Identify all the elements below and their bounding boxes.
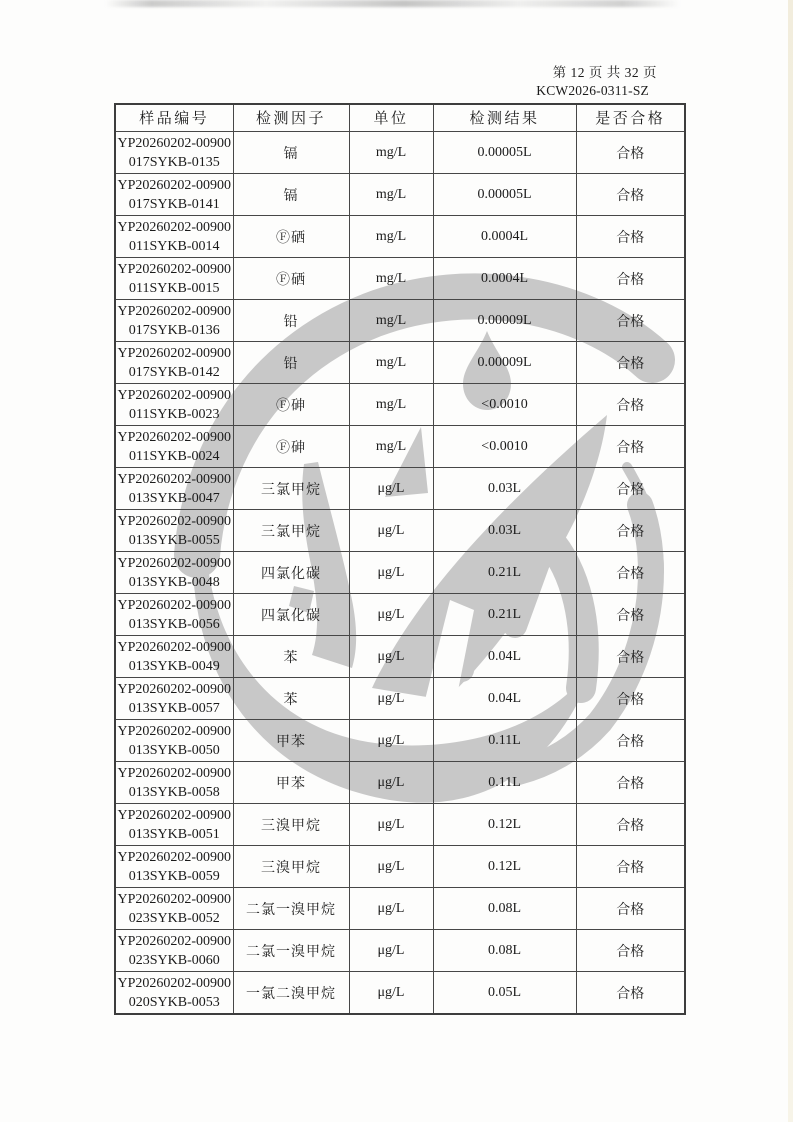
sample-id-line2: 013SYKB-0051	[128, 826, 220, 842]
sample-id-line1: YP20260202-00900	[117, 513, 232, 529]
factor-cell: 三溴甲烷	[233, 804, 349, 846]
factor-cell: 二氯一溴甲烷	[233, 930, 349, 972]
table-row	[115, 174, 685, 216]
sample-id-line1: YP20260202-00900	[117, 261, 232, 277]
sample-id-cell	[115, 300, 233, 342]
verdict-cell: 合格	[576, 762, 685, 804]
verdict-cell: 合格	[576, 930, 685, 972]
unit-cell: μg/L	[349, 636, 433, 678]
sample-id-line1: YP20260202-00900	[117, 177, 232, 193]
sample-id-cell	[115, 258, 233, 300]
sample-id-cell	[115, 720, 233, 762]
table-row	[115, 468, 685, 510]
sample-id-line1: YP20260202-00900	[117, 849, 232, 865]
verdict-cell: 合格	[576, 972, 685, 1015]
verdict-cell: 合格	[576, 342, 685, 384]
unit-cell: μg/L	[349, 594, 433, 636]
verdict-cell: 合格	[576, 258, 685, 300]
unit-cell: μg/L	[349, 972, 433, 1015]
sample-id-line1: YP20260202-00900	[117, 933, 232, 949]
factor-cell: Ⓕ硒	[233, 216, 349, 258]
sample-id-line1: YP20260202-00900	[117, 765, 232, 781]
factor-cell: 铅	[233, 342, 349, 384]
table-header-row	[115, 104, 685, 132]
unit-cell: μg/L	[349, 720, 433, 762]
sample-id-cell	[115, 384, 233, 426]
sample-id-line2: 013SYKB-0058	[128, 784, 220, 800]
result-cell: 0.08L	[433, 930, 576, 972]
unit-cell: mg/L	[349, 426, 433, 468]
sample-id-line2: 013SYKB-0057	[128, 700, 220, 716]
result-cell: 0.11L	[433, 720, 576, 762]
result-cell: 0.21L	[433, 594, 576, 636]
verdict-cell: 合格	[576, 426, 685, 468]
verdict-cell: 合格	[576, 804, 685, 846]
unit-cell: μg/L	[349, 510, 433, 552]
sample-id-cell	[115, 678, 233, 720]
sample-id-line2: 020SYKB-0053	[128, 994, 220, 1010]
factor-cell: 四氯化碳	[233, 594, 349, 636]
sample-id-cell	[115, 468, 233, 510]
sample-id-cell	[115, 174, 233, 216]
result-cell: <0.0010	[433, 384, 576, 426]
result-cell: 0.00005L	[433, 132, 576, 174]
factor-cell: 铅	[233, 300, 349, 342]
table-row	[115, 384, 685, 426]
result-cell: 0.11L	[433, 762, 576, 804]
table-row	[115, 972, 685, 1015]
unit-cell: mg/L	[349, 342, 433, 384]
verdict-cell: 合格	[576, 888, 685, 930]
result-cell: 0.12L	[433, 846, 576, 888]
results-table	[114, 103, 686, 1015]
unit-cell: μg/L	[349, 468, 433, 510]
sample-id-line1: YP20260202-00900	[117, 555, 232, 571]
verdict-cell: 合格	[576, 510, 685, 552]
table-row	[115, 636, 685, 678]
sample-id-line2: 023SYKB-0052	[128, 910, 220, 926]
table-row	[115, 678, 685, 720]
unit-cell: μg/L	[349, 846, 433, 888]
factor-cell: Ⓕ砷	[233, 384, 349, 426]
col-header-factor: 检测因子	[233, 104, 349, 132]
page-number: 第 12 页 共 32 页	[552, 65, 657, 80]
sample-id-line1: YP20260202-00900	[117, 891, 232, 907]
sample-id-line2: 013SYKB-0050	[128, 742, 220, 758]
sample-id-line1: YP20260202-00900	[117, 345, 232, 361]
verdict-cell: 合格	[576, 216, 685, 258]
table-row	[115, 720, 685, 762]
sample-id-cell	[115, 846, 233, 888]
result-cell: 0.21L	[433, 552, 576, 594]
sample-id-line1: YP20260202-00900	[117, 681, 232, 697]
verdict-cell: 合格	[576, 594, 685, 636]
sample-id-cell	[115, 594, 233, 636]
sample-id-cell	[115, 426, 233, 468]
sample-id-cell	[115, 510, 233, 552]
table-row	[115, 846, 685, 888]
unit-cell: mg/L	[349, 258, 433, 300]
sample-id-line2: 017SYKB-0141	[128, 196, 220, 212]
sample-id-cell	[115, 636, 233, 678]
result-cell: 0.04L	[433, 678, 576, 720]
result-cell: <0.0010	[433, 426, 576, 468]
sample-id-line1: YP20260202-00900	[117, 723, 232, 739]
sample-id-cell	[115, 552, 233, 594]
sample-id-line2: 013SYKB-0055	[128, 532, 220, 548]
factor-cell: 三溴甲烷	[233, 846, 349, 888]
table-row	[115, 930, 685, 972]
factor-cell: 四氯化碳	[233, 552, 349, 594]
result-cell: 0.0004L	[433, 258, 576, 300]
unit-cell: mg/L	[349, 384, 433, 426]
table-row	[115, 762, 685, 804]
factor-cell: 镉	[233, 132, 349, 174]
table-row	[115, 594, 685, 636]
sample-id-line2: 017SYKB-0136	[128, 322, 220, 338]
sample-id-line1: YP20260202-00900	[117, 639, 232, 655]
sample-id-line2: 017SYKB-0135	[128, 154, 220, 170]
sample-id-cell	[115, 972, 233, 1015]
verdict-cell: 合格	[576, 552, 685, 594]
verdict-cell: 合格	[576, 174, 685, 216]
factor-cell: 甲苯	[233, 762, 349, 804]
sample-id-line1: YP20260202-00900	[117, 303, 232, 319]
verdict-cell: 合格	[576, 678, 685, 720]
result-cell: 0.04L	[433, 636, 576, 678]
sample-id-line2: 011SYKB-0014	[129, 238, 220, 254]
table-row	[115, 888, 685, 930]
unit-cell: μg/L	[349, 552, 433, 594]
factor-cell: 三氯甲烷	[233, 468, 349, 510]
table-row	[115, 258, 685, 300]
factor-cell: 一氯二溴甲烷	[233, 972, 349, 1015]
factor-cell: 三氯甲烷	[233, 510, 349, 552]
sample-id-line1: YP20260202-00900	[117, 597, 232, 613]
sample-id-line2: 011SYKB-0015	[129, 280, 220, 296]
verdict-cell: 合格	[576, 468, 685, 510]
table-row	[115, 342, 685, 384]
verdict-cell: 合格	[576, 132, 685, 174]
unit-cell: mg/L	[349, 174, 433, 216]
col-header-verdict: 是否合格	[576, 104, 685, 132]
sample-id-cell	[115, 216, 233, 258]
unit-cell: mg/L	[349, 216, 433, 258]
table-row	[115, 552, 685, 594]
sample-id-line2: 013SYKB-0056	[128, 616, 220, 632]
result-cell: 0.0004L	[433, 216, 576, 258]
unit-cell: μg/L	[349, 888, 433, 930]
result-cell: 0.00009L	[433, 342, 576, 384]
unit-cell: μg/L	[349, 804, 433, 846]
sample-id-line2: 013SYKB-0059	[128, 868, 220, 884]
col-header-result: 检测结果	[433, 104, 576, 132]
factor-cell: 二氯一溴甲烷	[233, 888, 349, 930]
verdict-cell: 合格	[576, 720, 685, 762]
results-table-body	[115, 132, 685, 1015]
sample-id-line2: 013SYKB-0048	[128, 574, 220, 590]
col-header-sample-id: 样品编号	[115, 104, 233, 132]
sample-id-cell	[115, 888, 233, 930]
sample-id-line1: YP20260202-00900	[117, 429, 232, 445]
factor-cell: 苯	[233, 636, 349, 678]
verdict-cell: 合格	[576, 384, 685, 426]
report-number: KCW2026-0311-SZ	[536, 83, 649, 98]
sample-id-line2: 013SYKB-0049	[128, 658, 220, 674]
sample-id-line1: YP20260202-00900	[117, 471, 232, 487]
sample-id-line1: YP20260202-00900	[117, 387, 232, 403]
table-row	[115, 132, 685, 174]
table-row	[115, 426, 685, 468]
sample-id-line1: YP20260202-00900	[117, 219, 232, 235]
verdict-cell: 合格	[576, 300, 685, 342]
verdict-cell: 合格	[576, 846, 685, 888]
unit-cell: μg/L	[349, 762, 433, 804]
table-row	[115, 804, 685, 846]
factor-cell: 苯	[233, 678, 349, 720]
sample-id-cell	[115, 762, 233, 804]
unit-cell: mg/L	[349, 300, 433, 342]
result-cell: 0.05L	[433, 972, 576, 1015]
unit-cell: mg/L	[349, 132, 433, 174]
result-cell: 0.12L	[433, 804, 576, 846]
sample-id-line1: YP20260202-00900	[117, 807, 232, 823]
verdict-cell: 合格	[576, 636, 685, 678]
sample-id-line2: 013SYKB-0047	[128, 490, 220, 506]
result-cell: 0.03L	[433, 510, 576, 552]
sample-id-line2: 011SYKB-0023	[129, 406, 220, 422]
result-cell: 0.03L	[433, 468, 576, 510]
table-row	[115, 216, 685, 258]
factor-cell: Ⓕ砷	[233, 426, 349, 468]
unit-cell: μg/L	[349, 678, 433, 720]
table-row	[115, 510, 685, 552]
sample-id-line2: 011SYKB-0024	[129, 448, 220, 464]
sample-id-line2: 017SYKB-0142	[128, 364, 220, 380]
factor-cell: 甲苯	[233, 720, 349, 762]
col-header-unit: 单位	[349, 104, 433, 132]
table-row	[115, 300, 685, 342]
sample-id-line2: 023SYKB-0060	[128, 952, 220, 968]
sample-id-cell	[115, 342, 233, 384]
sample-id-line1: YP20260202-00900	[117, 975, 232, 991]
unit-cell: μg/L	[349, 930, 433, 972]
sample-id-cell	[115, 132, 233, 174]
result-cell: 0.08L	[433, 888, 576, 930]
result-cell: 0.00009L	[433, 300, 576, 342]
result-cell: 0.00005L	[433, 174, 576, 216]
sample-id-line1: YP20260202-00900	[117, 135, 232, 151]
factor-cell: Ⓕ硒	[233, 258, 349, 300]
factor-cell: 镉	[233, 174, 349, 216]
sample-id-cell	[115, 930, 233, 972]
sample-id-cell	[115, 804, 233, 846]
